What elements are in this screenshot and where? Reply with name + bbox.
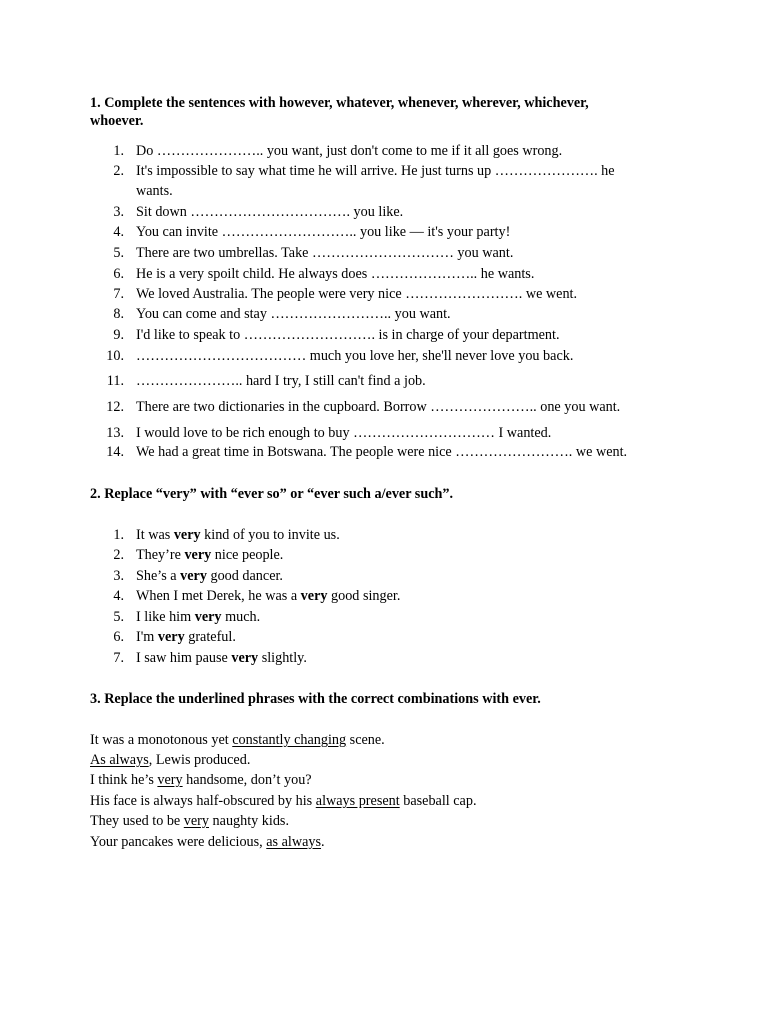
list-item-continuation (0, 181, 768, 201)
item-text: There are two dictionaries in the cupboard. Borrow ………………….. one you want. (136, 399, 621, 415)
item-text: You can invite ……………………….. you like — it's your party! (136, 224, 511, 240)
list-item (0, 304, 768, 324)
item-text-continuation: wants. (136, 183, 173, 199)
item-number: 14. (106, 444, 124, 460)
list-item (0, 586, 768, 606)
item-text: Do ………………….. you want, just don't come to me if it all goes wrong. (136, 143, 563, 159)
underlined-phrase: always present (315, 793, 400, 809)
sentence: Your pancakes were delicious, as always. (90, 834, 325, 850)
item-number: 1. (113, 527, 124, 543)
item-number: 3. (113, 204, 124, 220)
list-item (0, 161, 768, 181)
item-text: It's impossible to say what time he will arrive. He just turns up …………………. he (136, 163, 615, 179)
item-number: 3. (113, 568, 124, 584)
item-number: 10. (106, 348, 124, 364)
item-number: 13. (106, 425, 124, 441)
item-text: They’re very nice people. (136, 547, 284, 563)
item-text: We loved Australia. The people were very nice ……………………. we went. (136, 286, 578, 302)
item-number: 6. (113, 266, 124, 282)
item-number: 2. (113, 547, 124, 563)
list-item (0, 423, 768, 443)
item-number: 11. (106, 373, 124, 389)
list-item (0, 141, 768, 161)
list-item (0, 627, 768, 647)
item-number: 5. (113, 245, 124, 261)
item-text: I saw him pause very slightly. (136, 650, 307, 666)
item-number: 2. (113, 163, 124, 179)
list-item (0, 222, 768, 242)
list-item (0, 397, 768, 417)
item-text: I like him very much. (136, 609, 261, 625)
list-item (0, 648, 768, 668)
list-item (0, 284, 768, 304)
list-item (0, 442, 768, 462)
section1-heading (90, 94, 589, 130)
section2-heading: 2. Replace “very” with “ever so” or “ever such a/ever such”. (90, 486, 454, 502)
emphasis-word: very (157, 629, 185, 645)
section1-heading-line2: whoever. (90, 113, 144, 129)
item-text: You can come and stay …………………….. you want. (136, 306, 451, 322)
list-item (0, 545, 768, 565)
item-text: ………………….. hard I try, I still can't find a job. (136, 373, 426, 389)
item-text: We had a great time in Botswana. The people were nice ……………………. we went. (136, 444, 628, 460)
sentence: I think he’s very handsome, don’t you? (90, 772, 312, 788)
sentence: As always, Lewis produced. (90, 752, 251, 768)
item-number: 12. (106, 399, 124, 415)
list-item (0, 346, 768, 366)
emphasis-word: very (180, 568, 207, 584)
item-text: She’s a very good dancer. (136, 568, 283, 584)
list-item (0, 607, 768, 627)
list-item (0, 202, 768, 222)
item-number: 6. (113, 629, 124, 645)
item-number: 7. (113, 286, 124, 302)
underlined-phrase: very (157, 772, 183, 788)
emphasis-word: very (184, 547, 212, 563)
section1-heading-line1: 1. Complete the sentences with however, whatever, whenever, wherever, whichever, (90, 95, 589, 111)
underlined-phrase: very (183, 813, 209, 829)
list-item (0, 566, 768, 586)
item-number: 7. (113, 650, 124, 666)
item-number: 8. (113, 306, 124, 322)
list-item (0, 243, 768, 263)
item-text: It was very kind of you to invite us. (136, 527, 340, 543)
list-item (0, 371, 768, 391)
item-text: ……………………………… much you love her, she'll never love you back. (136, 348, 574, 364)
item-text: I'm very grateful. (136, 629, 236, 645)
item-text: I'd like to speak to ………………………. is in charge of your department. (136, 327, 560, 343)
item-text: Sit down ……………………………. you like. (136, 204, 404, 220)
emphasis-word: very (173, 527, 201, 543)
list-item (0, 264, 768, 284)
sentence: They used to be very naughty kids. (90, 813, 289, 829)
item-text: He is a very spoilt child. He always does ………………….. he wants. (136, 266, 535, 282)
item-number: 4. (113, 224, 124, 240)
list-item (0, 525, 768, 545)
section3-heading: 3. Replace the underlined phrases with the correct combinations with ever. (90, 691, 541, 707)
emphasis-word: very (194, 609, 222, 625)
item-number: 5. (113, 609, 124, 625)
item-text: I would love to be rich enough to buy ………………………… I wanted. (136, 425, 552, 441)
item-text: There are two umbrellas. Take ………………………… you want. (136, 245, 514, 261)
underlined-phrase: as always (266, 834, 322, 850)
item-number: 4. (113, 588, 124, 604)
item-text: When I met Derek, he was a very good singer. (136, 588, 401, 604)
item-number: 9. (113, 327, 124, 343)
sentence: His face is always half-obscured by his always present baseball cap. (90, 793, 477, 809)
item-number: 1. (113, 143, 124, 159)
sentence: It was a monotonous yet constantly changing scene. (90, 732, 385, 748)
list-item (0, 325, 768, 345)
emphasis-word: very (231, 650, 259, 666)
underlined-phrase: As always (90, 752, 149, 768)
underlined-phrase: constantly changing (232, 732, 347, 748)
emphasis-word: very (300, 588, 328, 604)
